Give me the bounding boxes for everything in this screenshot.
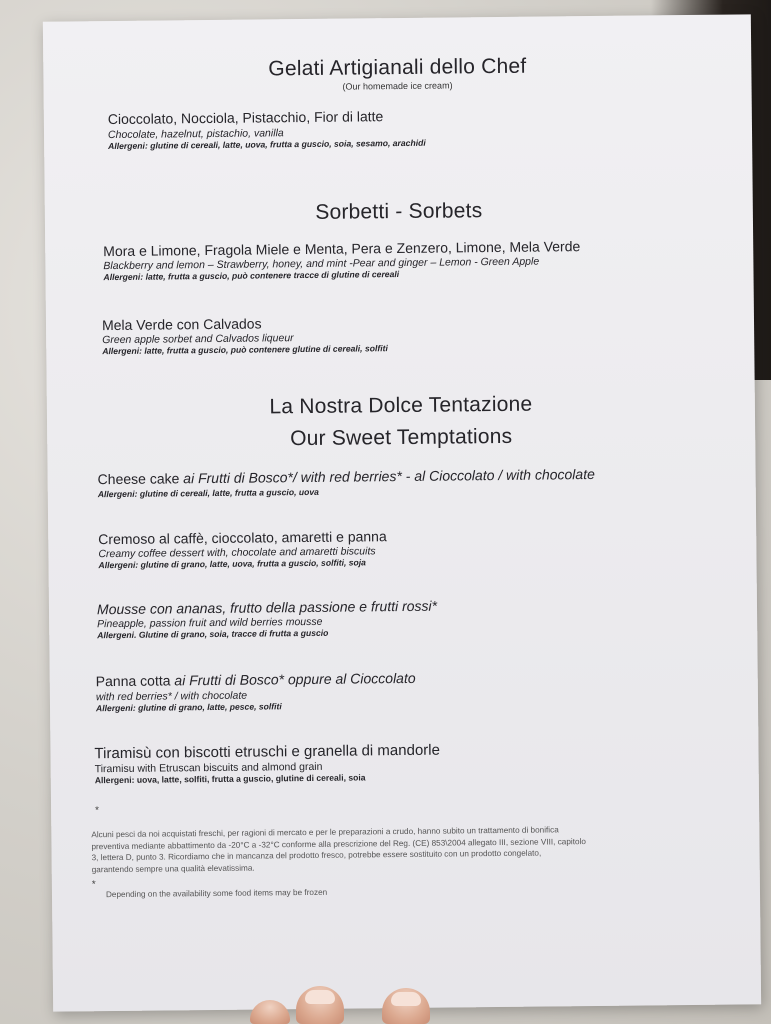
dolci-title-it: La Nostra Dolce Tentazione — [269, 392, 533, 419]
item-name-en: Pineapple, passion fruit and wild berries mousse — [97, 615, 323, 631]
item-allergens: Allergeni: uova, latte, solfiti, frutta a guscio, glutine di cereali, soia — [94, 772, 366, 786]
item-name-en: Chocolate, hazelnut, pistachio, vanilla — [107, 127, 284, 142]
item-name-it: Mela Verde con Calvados — [101, 315, 262, 334]
item-name-it: Cioccolato, Nocciola, Pistacchio, Fior di latte — [107, 108, 384, 128]
item-name-variants: ai Frutti di Bosco*/ with red berries* - al Cioccolato / with chocolate — [183, 465, 595, 487]
gelati-item — [108, 108, 426, 151]
footnote-star: * — [91, 879, 96, 891]
dolci-item — [96, 670, 416, 713]
fingernail — [305, 990, 335, 1004]
footnote-italian — [91, 823, 731, 876]
fingernail — [391, 992, 421, 1006]
item-allergens: Allergeni: glutine di cereali, latte, uova, frutta a guscio, soia, sesamo, arachidi — [108, 137, 426, 152]
item-allergens: Allergeni. Glutine di grano, soia, tracce di frutta a guscio — [97, 627, 329, 641]
dolci-item — [98, 528, 387, 570]
item-allergens: Allergeni: glutine di grano, latte, pesce, solfiti — [95, 701, 282, 714]
sorbetti-item — [103, 238, 580, 282]
item-name-en: Green apple sorbet and Calvados liqueur — [102, 332, 294, 347]
item-name-en: Tiramisu with Etruscan biscuits and almond grain — [94, 760, 323, 776]
footnote-line: 3, lettera D, punto 3. Ricordiamo che in mancanza del prodotto fresco, potrebbe essere sostituito con un prodotto congelato, — [91, 848, 542, 863]
item-name-it: Mousse con ananas, frutto della passione e frutti rossi* — [96, 597, 438, 618]
item-name-variants: ai Frutti di Bosco* oppure al Cioccolato — [174, 669, 416, 689]
footnote-english: Depending on the availability some food items may be frozen — [105, 887, 328, 900]
item-name-main: Panna cotta — [95, 672, 175, 690]
item-name-it: Tiramisù con biscotti etruschi e granella di mandorle — [94, 741, 441, 763]
item-name-it: Mora e Limone, Fragola Miele e Menta, Pera e Zenzero, Limone, Mela Verde — [103, 238, 581, 260]
item-name-en: with red berries* / with chocolate — [95, 689, 248, 704]
item-name-main: Cheese cake — [97, 470, 184, 488]
item-allergens: Allergeni: latte, frutta a guscio, può contenere tracce di glutine di cereali — [103, 269, 400, 283]
item-name-it: Cremoso al caffè, cioccolato, amaretti e panna — [98, 528, 387, 548]
dolci-item — [98, 466, 596, 499]
item-allergens: Allergeni: glutine di cereali, latte, frutta a guscio, uova — [97, 486, 319, 500]
footnote-star: * — [95, 805, 100, 817]
item-allergens: Allergeni: latte, frutta a guscio, può contenere glutine di cereali, solfiti — [102, 343, 388, 357]
menu-sheet — [43, 14, 761, 1011]
dolci-title-en: Our Sweet Temptations — [290, 424, 513, 451]
sorbetti-item — [102, 314, 388, 356]
item-name-en: Creamy coffee dessert with, chocolate and amaretti biscuits — [98, 545, 376, 561]
footnote-line: preventiva mediante abbattimento da -20°C a -32°C conforme alla prescrizione del Reg. (CE) 853\2004 allegato III, sezione VIII, capitolo — [91, 836, 586, 851]
sorbetti-title: Sorbetti - Sorbets — [315, 199, 483, 224]
item-name-it — [96, 670, 416, 689]
gelati-title: Gelati Artigianali dello Chef — [268, 54, 527, 81]
footnote-line: Alcuni pesci da noi acquistati freschi, per ragioni di mercato e per le preparazioni a crudo, hanno subito un trattamento di bonifica — [91, 825, 559, 840]
footnote-line: garantendo sempre una qualità elevatissima. — [91, 863, 255, 874]
gelati-subtitle: (Our homemade ice cream) — [342, 80, 453, 92]
dolci-item — [97, 598, 437, 641]
dolci-item — [94, 742, 440, 786]
item-name-en: Blackberry and lemon – Strawberry, honey, and mint -Pear and ginger – Lemon - Green Apple — [103, 255, 540, 273]
item-allergens: Allergeni: glutine di grano, latte, uova, frutta a guscio, solfiti, soja — [98, 557, 366, 571]
